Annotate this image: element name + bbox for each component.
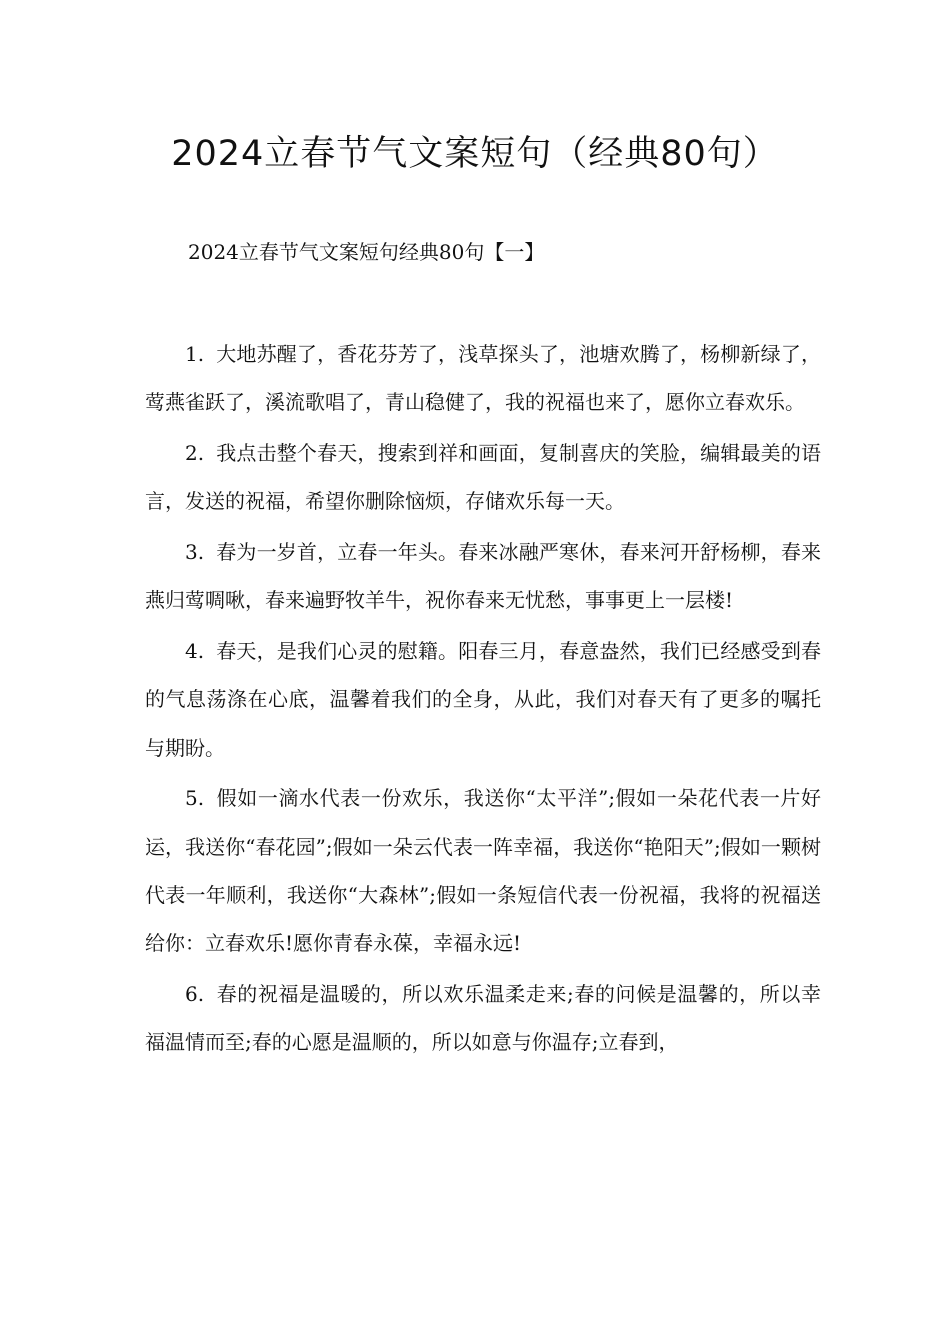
paragraph-2 [145, 429, 821, 526]
paragraph-number: 2. [185, 440, 205, 465]
paragraph-text: 春为一岁首，立春一年头。春来冰融严寒休，春来河开舒杨柳，春来燕归莺啁啾，春来遍野牧羊牛，祝你春来无忧愁，事事更上一层楼! [145, 539, 821, 613]
paragraph-text: 春天，是我们心灵的慰籍。阳春三月，春意盎然，我们已经感受到春的气息荡涤在心底，温馨着我们的全身，从此，我们对春天有了更多的嘱托与期盼。 [145, 638, 821, 760]
document-body [145, 330, 821, 1069]
section-heading: 2024立春节气文案短句经典80句【一】 [188, 240, 545, 264]
paragraph-6 [145, 970, 821, 1067]
paragraph-text: 我点击整个春天，搜索到祥和画面，复制喜庆的笑脸，编辑最美的语言，发送的祝福，希望你删除恼烦，存储欢乐每一天。 [145, 440, 821, 514]
paragraph-number: 3. [185, 539, 205, 564]
paragraph-text: 大地苏醒了，香花芬芳了，浅草探头了，池塘欢腾了，杨柳新绿了，莺燕雀跃了，溪流歌唱了，青山稳健了，我的祝福也来了，愿你立春欢乐。 [145, 342, 821, 415]
paragraph-number: 6. [185, 981, 205, 1006]
paragraph-number: 5. [185, 786, 205, 811]
paragraph-number: 1. [185, 342, 205, 366]
paragraph-text: 假如一滴水代表一份欢乐，我送你“太平洋”;假如一朵花代表一片好运，我送你“春花园”;假如一朵云代表一阵幸福，我送你“艳阳天”;假如一颗树代表一年顺利，我送你“大森林”;假如一条短信代表一份祝福，我将的祝福送给你：立春欢乐!愿你青春永葆，幸福永远! [145, 786, 821, 956]
paragraph-4 [145, 627, 821, 772]
paragraph-text: 春的祝福是温暖的，所以欢乐温柔走来;春的问候是温馨的，所以幸福温情而至;春的心愿是温顺的，所以如意与你温存;立春到， [145, 981, 821, 1055]
paragraph-number: 4. [185, 638, 205, 663]
document-title: 2024立春节气文案短句（经典80句） [171, 134, 779, 174]
paragraph-1 [145, 330, 821, 427]
paragraph-5 [145, 774, 821, 967]
paragraph-3 [145, 528, 821, 625]
